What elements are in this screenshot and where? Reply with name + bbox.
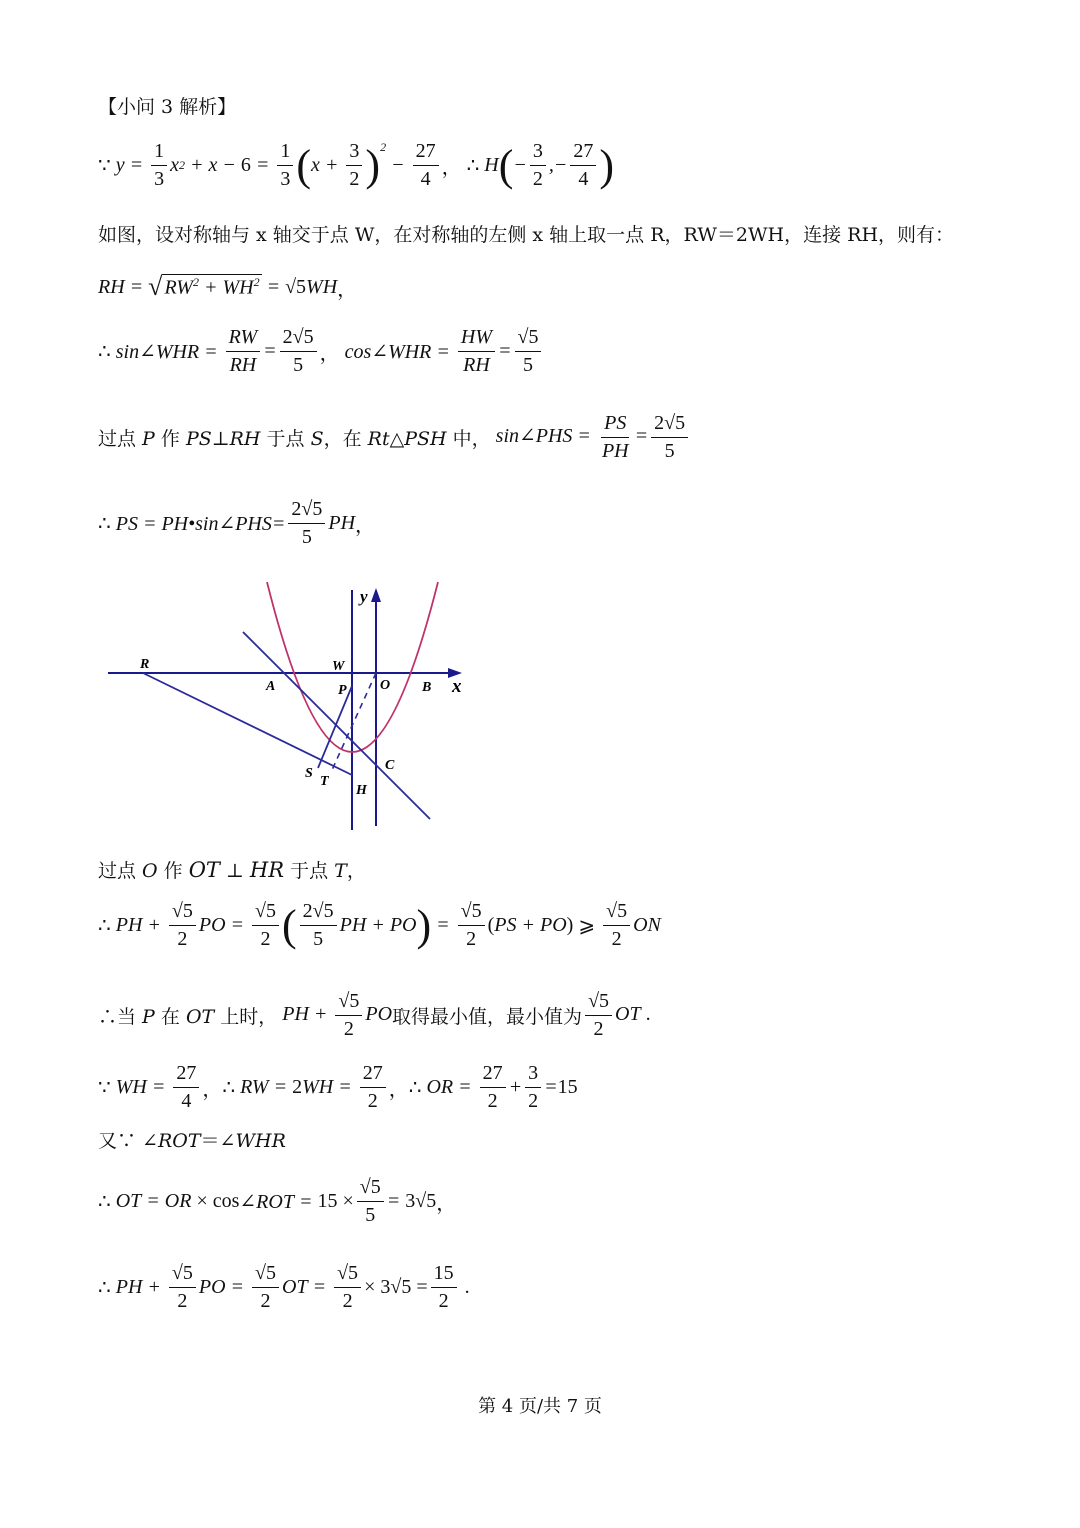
label-S: S: [305, 766, 313, 781]
step-11: 又∵ ∠ROT＝∠WHR: [98, 1130, 286, 1152]
segment-PS: [318, 686, 352, 768]
step-1: ∵ y = $\frac{1}{3}$ x 2 + x − 6 = $\frac{1}{3}$ ( x + $\frac{3}{2}$ ) $^2$ − $\frac{27}{4}$ ， ∴ H ( − $\frac{3}{2}$ ,− $\frac{27}{4}$ ): [98, 140, 615, 190]
step-10: ∵ WH = $\frac{27}{4}$ ， ∴ RW = 2 WH = $\frac{27}{2}$ ， ∴ OR = $\frac{27}{2}$ + $\frac{3}{2}$ = 15: [98, 1062, 578, 1112]
y-axis-arrow-icon: [371, 588, 381, 602]
label-T: T: [320, 774, 329, 789]
label-C: C: [385, 758, 395, 773]
step-2-text: 如图，设对称轴与 x 轴交于点 W，在对称轴的左侧 x 轴上取一点 R，RW＝2WH，连接 RH，则有：: [98, 224, 955, 246]
label-W: W: [332, 659, 345, 674]
section-header: [98, 92, 236, 119]
label-y: y: [360, 587, 368, 606]
label-B: B: [422, 680, 432, 695]
step-3: RH = √ $RW^2 + WH^2$ = √5 WH ，: [98, 272, 358, 301]
step-2: [98, 220, 954, 247]
label-R: R: [140, 657, 150, 672]
label-H: H: [356, 783, 367, 798]
step-6: ∴ PS = PH•sin∠PHS= $\frac{2√5}{5}$ PH ，: [98, 498, 376, 548]
page-footer: 第 4 页/共 7 页: [478, 1396, 602, 1417]
label-A: A: [266, 679, 276, 694]
step-4: ∴ sin∠WHR = $\frac{RW}{RH}$ = $\frac{2√5}{5}$ ， cos∠WHR = $\frac{HW}{RH}$ = $\frac{√5}{5}$: [98, 326, 544, 377]
geometry-figure: [100, 582, 480, 834]
label-O: O: [380, 678, 391, 693]
step-8: ∴ PH + $\frac{√5}{2}$ PO = $\frac{√5}{2}$ ( $\frac{2√5}{5}$ PH + PO ) = $\frac{√5}{2}$ ( PS + PO ) ⩾ $\frac{√5}{2}$ ON: [98, 900, 661, 950]
step-13: ∴ PH + $\frac{√5}{2}$ PO = $\frac{√5}{2}$ OT = $\frac{√5}{2}$ × 3√5 = $\frac{15}{2}$ .: [98, 1262, 470, 1312]
label-P: P: [338, 683, 347, 698]
step-5: 过点 P 作 PS⊥RH 于点 S，在 Rt△PSH 中， sin∠PHS = $\frac{PS}{PH}$ = $\frac{2√5}{5}$: [98, 412, 691, 463]
step-12: ∴ OT = OR × cos ∠ROT = 15 × $\frac{√5}{5}$ = 3√5 ，: [98, 1176, 457, 1226]
label-x: x: [452, 676, 462, 697]
section-header-text: 【小问 3 解析】: [98, 96, 237, 118]
step-9: ∴当 P 在 OT 上时， PH + $\frac{√5}{2}$ PO 取得最小值，最小值为 $\frac{√5}{2}$ OT .: [98, 990, 651, 1040]
step-7: 过点 O 作 OT ⊥ HR 于点 T，: [98, 858, 366, 882]
